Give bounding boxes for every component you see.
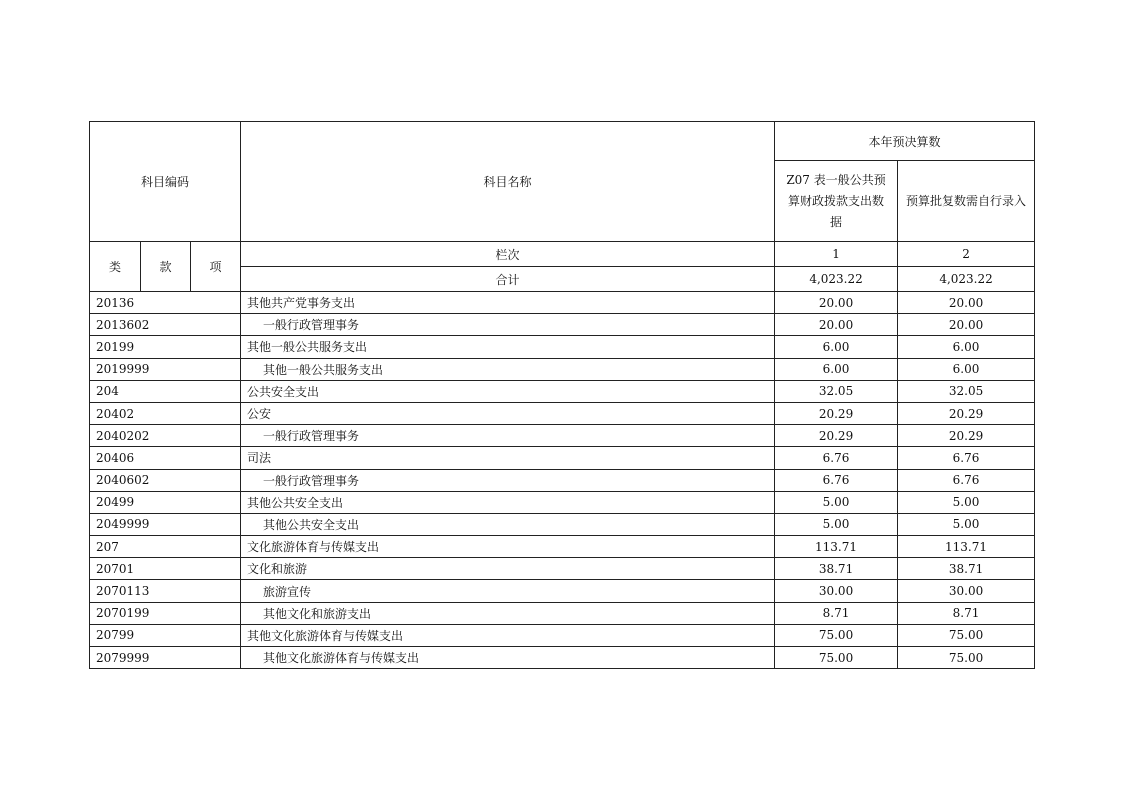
row-name: 旅游宣传 bbox=[241, 580, 775, 602]
row-name: 文化和旅游 bbox=[241, 558, 775, 580]
header-lei: 类 bbox=[90, 242, 141, 292]
header-col2-no: 2 bbox=[898, 242, 1035, 267]
table-row bbox=[90, 402, 1035, 424]
row-name: 一般行政管理事务 bbox=[241, 469, 775, 491]
row-code: 204 bbox=[90, 380, 241, 402]
row-value-col2: 6.00 bbox=[898, 336, 1035, 358]
table-row bbox=[90, 314, 1035, 336]
row-value-col2: 113.71 bbox=[898, 536, 1035, 558]
row-value-col1: 5.00 bbox=[775, 491, 898, 513]
row-value-col2: 75.00 bbox=[898, 647, 1035, 669]
row-name: 其他一般公共服务支出 bbox=[241, 358, 775, 380]
row-code: 20136 bbox=[90, 292, 241, 314]
row-name: 其他一般公共服务支出 bbox=[241, 336, 775, 358]
row-name: 司法 bbox=[241, 447, 775, 469]
row-name: 其他公共安全支出 bbox=[241, 491, 775, 513]
table-row bbox=[90, 491, 1035, 513]
row-code: 2019999 bbox=[90, 358, 241, 380]
row-value-col2: 20.29 bbox=[898, 402, 1035, 424]
row-code: 20406 bbox=[90, 447, 241, 469]
budget-table bbox=[89, 121, 1035, 669]
total-label: 合计 bbox=[241, 267, 775, 292]
row-name: 其他文化和旅游支出 bbox=[241, 602, 775, 624]
row-value-col2: 5.00 bbox=[898, 513, 1035, 535]
row-value-col1: 75.00 bbox=[775, 624, 898, 646]
table-row bbox=[90, 580, 1035, 602]
total-col2: 4,023.22 bbox=[898, 267, 1035, 292]
row-name: 公安 bbox=[241, 402, 775, 424]
row-value-col1: 6.00 bbox=[775, 358, 898, 380]
row-value-col1: 38.71 bbox=[775, 558, 898, 580]
total-col1: 4,023.22 bbox=[775, 267, 898, 292]
header-col2: 预算批复数需自行录入 bbox=[898, 161, 1035, 242]
table-row bbox=[90, 380, 1035, 402]
table-row bbox=[90, 358, 1035, 380]
row-value-col2: 6.00 bbox=[898, 358, 1035, 380]
row-value-col1: 20.29 bbox=[775, 425, 898, 447]
row-code: 2079999 bbox=[90, 647, 241, 669]
row-value-col1: 32.05 bbox=[775, 380, 898, 402]
table-row bbox=[90, 336, 1035, 358]
row-value-col1: 113.71 bbox=[775, 536, 898, 558]
table-row bbox=[90, 292, 1035, 314]
row-name: 其他文化旅游体育与传媒支出 bbox=[241, 647, 775, 669]
row-value-col1: 5.00 bbox=[775, 513, 898, 535]
header-name: 科目名称 bbox=[241, 122, 775, 242]
row-code: 207 bbox=[90, 536, 241, 558]
row-value-col2: 20.00 bbox=[898, 292, 1035, 314]
row-code: 2040602 bbox=[90, 469, 241, 491]
header-lanci: 栏次 bbox=[241, 242, 775, 267]
table-row bbox=[90, 513, 1035, 535]
row-code: 20799 bbox=[90, 624, 241, 646]
row-value-col2: 20.29 bbox=[898, 425, 1035, 447]
header-kuan: 款 bbox=[141, 242, 191, 292]
table-row bbox=[90, 536, 1035, 558]
row-value-col1: 8.71 bbox=[775, 602, 898, 624]
row-code: 20499 bbox=[90, 491, 241, 513]
table-row bbox=[90, 647, 1035, 669]
row-value-col1: 20.00 bbox=[775, 314, 898, 336]
row-value-col2: 30.00 bbox=[898, 580, 1035, 602]
row-code: 20199 bbox=[90, 336, 241, 358]
table-row bbox=[90, 447, 1035, 469]
header-xiang: 项 bbox=[191, 242, 241, 292]
row-name: 一般行政管理事务 bbox=[241, 425, 775, 447]
row-value-col2: 5.00 bbox=[898, 491, 1035, 513]
header-group: 本年预决算数 bbox=[775, 122, 1035, 161]
row-value-col1: 6.00 bbox=[775, 336, 898, 358]
row-code: 2070199 bbox=[90, 602, 241, 624]
row-code: 2013602 bbox=[90, 314, 241, 336]
row-name: 文化旅游体育与传媒支出 bbox=[241, 536, 775, 558]
row-value-col2: 8.71 bbox=[898, 602, 1035, 624]
row-name: 公共安全支出 bbox=[241, 380, 775, 402]
row-value-col2: 6.76 bbox=[898, 469, 1035, 491]
row-code: 20701 bbox=[90, 558, 241, 580]
row-value-col1: 6.76 bbox=[775, 469, 898, 491]
row-value-col2: 6.76 bbox=[898, 447, 1035, 469]
row-value-col2: 38.71 bbox=[898, 558, 1035, 580]
row-value-col2: 75.00 bbox=[898, 624, 1035, 646]
row-code: 20402 bbox=[90, 402, 241, 424]
table-row bbox=[90, 469, 1035, 491]
row-value-col1: 30.00 bbox=[775, 580, 898, 602]
header-code: 科目编码 bbox=[90, 122, 241, 242]
table-row bbox=[90, 624, 1035, 646]
row-code: 2049999 bbox=[90, 513, 241, 535]
row-name: 其他公共安全支出 bbox=[241, 513, 775, 535]
row-value-col1: 20.29 bbox=[775, 402, 898, 424]
row-value-col1: 20.00 bbox=[775, 292, 898, 314]
row-name: 其他文化旅游体育与传媒支出 bbox=[241, 624, 775, 646]
row-code: 2070113 bbox=[90, 580, 241, 602]
row-value-col1: 6.76 bbox=[775, 447, 898, 469]
table-row bbox=[90, 558, 1035, 580]
table-row bbox=[90, 425, 1035, 447]
row-value-col2: 32.05 bbox=[898, 380, 1035, 402]
header-col1: Z07 表一般公共预算财政拨款支出数据 bbox=[775, 161, 898, 242]
table-row bbox=[90, 602, 1035, 624]
row-code: 2040202 bbox=[90, 425, 241, 447]
row-name: 其他共产党事务支出 bbox=[241, 292, 775, 314]
row-value-col1: 75.00 bbox=[775, 647, 898, 669]
row-name: 一般行政管理事务 bbox=[241, 314, 775, 336]
header-col1-no: 1 bbox=[775, 242, 898, 267]
row-value-col2: 20.00 bbox=[898, 314, 1035, 336]
